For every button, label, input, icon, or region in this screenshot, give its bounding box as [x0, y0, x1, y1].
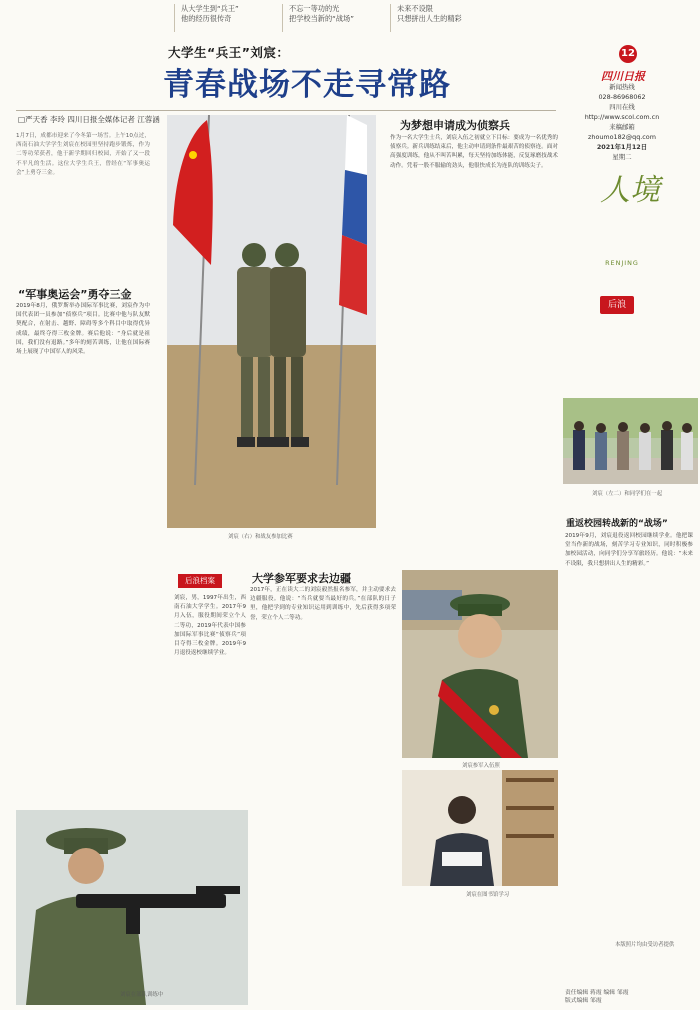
soldier-portrait-illustration: [402, 570, 558, 758]
photo-credit-note: 本版照片均由受访者提供: [615, 942, 675, 948]
soldiers-flags-illustration: [167, 115, 376, 528]
lead-paragraph: 1月7日，成都市迎来了今冬第一场雪。上午10点过，西南石油大学学生刘宸在校园里坚持跑步锻炼，作为二等功荣获者，他于新学期回归校园，开始了又一段不平凡的生活。这位大学生兵王，曾经在“军事奥运会”上勇夺三金。: [16, 133, 150, 176]
training-photo: [16, 810, 248, 1005]
portrait-photo: [402, 570, 558, 758]
column-name: 人境: [600, 173, 660, 208]
students-photo-caption: 刘宸（左二）和同学们在一起: [592, 491, 663, 497]
issue-date: 2021年1月12日: [596, 143, 648, 151]
kicker: 大学生“兵王”刘宸：: [168, 45, 290, 60]
main-photo-caption: 刘宸（右）和战友参加比赛: [228, 534, 293, 540]
section1-body: 2019年8月，俄罗斯举办国际军事比赛，刘宸作为中国代表团一员参加“侦察兵”项目。比赛中他与队友默契配合，在射击、越野、障碍等多个科目中取得优异成绩，最终夺得三枚金牌。赛后他说：“身后就是祖国，我们没有退路。”多年的刻苦训练，让他在国际赛场上展现了中国军人的风采。: [16, 303, 150, 356]
training-soldier-illustration: [16, 810, 248, 1005]
weekday: 星期二: [612, 153, 632, 161]
teaser-3-line2: 只想拼出人生的精彩: [397, 14, 462, 23]
students-illustration: [563, 398, 698, 484]
training-caption: 刘宸在部队训练中: [120, 992, 164, 998]
news-hotline-label: 新闻热线: [609, 83, 635, 91]
teaser-1[interactable]: [174, 4, 281, 32]
contact-label: 来稿邮箱: [609, 123, 635, 131]
sub-column-stamp: 后浪: [600, 296, 634, 314]
teaser-3[interactable]: [390, 4, 507, 32]
paper-name: 四川日报: [601, 70, 645, 83]
section2-title: 为梦想申请成为侦察兵: [400, 119, 510, 132]
footer-editor: 责任编辑 蒋霞 编辑 邹霞: [565, 990, 629, 996]
contact-block: [582, 82, 662, 162]
teaser-2-line2: 把学校当新的“战场”: [289, 14, 354, 23]
archive-body: 刘宸，男，1997年出生，西南石油大学学生。2017年9月入伍，服役期间荣立个人二等功，2019年代表中国参加国际军事比赛“侦察兵”项目夺得三枚金牌。2019年9月退役返校继续学业。: [174, 595, 246, 657]
teaser-1-line1: 从大学生到“兵王”: [181, 4, 239, 13]
library-reading-illustration: [402, 770, 558, 886]
section1-title: “军事奥运会”勇夺三金: [18, 288, 132, 301]
footer: [565, 990, 629, 1005]
teaser-2[interactable]: [282, 4, 389, 32]
teaser-2-line1: 不忘一等功的光: [289, 4, 340, 13]
section3-body: 2017年，正在读大二的刘宸毅然报名参军，并主动要求去边疆服役。他说：“当兵就要当最好的兵。”在部队的日子里，他把学到的专业知识运用到训练中，先后获得多项荣誉，荣立个人二等功。: [250, 587, 396, 621]
column-pinyin: RENJING: [605, 259, 639, 267]
headline: 青春战场不走寻常路: [163, 67, 451, 103]
page-number-badge: 12: [619, 45, 637, 63]
teaser-3-line1: 未来不设限: [397, 4, 433, 13]
portrait-caption: 刘宸参军入伍照: [462, 763, 500, 769]
reading-photo: [402, 770, 558, 886]
email[interactable]: zhoumo182@qq.com: [588, 133, 656, 141]
archive-tag: 后浪档案: [178, 574, 222, 588]
main-photo: [167, 115, 376, 528]
section3-title: 大学参军要求去边疆: [252, 572, 351, 585]
online-label: 四川在线: [609, 103, 635, 111]
header-divider: [16, 110, 556, 111]
footer-design: 版式编辑 邹霞: [565, 997, 602, 1004]
section2-body: 作为一名大学生士兵，刘宸入伍之初就立下目标：要成为一名优秀的侦察兵。新兵训练结束后，他主动申请到条件最艰苦的侦察连。面对高强度训练，他从不叫苦叫累，每天坚持加练体能，反复琢磨技战术动作。凭着一股不服输的劲头，他很快成长为连队的训练尖子。: [390, 135, 558, 169]
students-photo: [563, 398, 698, 484]
section4-body: 2019年9月，刘宸退役返回校园继续学业。他把课堂当作新的战场，刻苦学习专业知识，同时积极参加校园活动，向同学们分享军旅经历。他说：“未来不设限，我只想拼出人生的精彩。”: [565, 533, 693, 567]
reading-caption: 刘宸在图书馆学习: [466, 892, 510, 898]
teaser-1-line2: 他的经历很传奇: [181, 14, 232, 23]
section4-title: 重返校园转战新的“战场”: [566, 519, 668, 529]
website[interactable]: http://www.scol.com.cn: [584, 113, 660, 121]
news-hotline: 028-86968062: [598, 93, 646, 101]
byline: □严天香 李玲 四川日报全媒体记者 江蓉涵: [18, 115, 160, 124]
